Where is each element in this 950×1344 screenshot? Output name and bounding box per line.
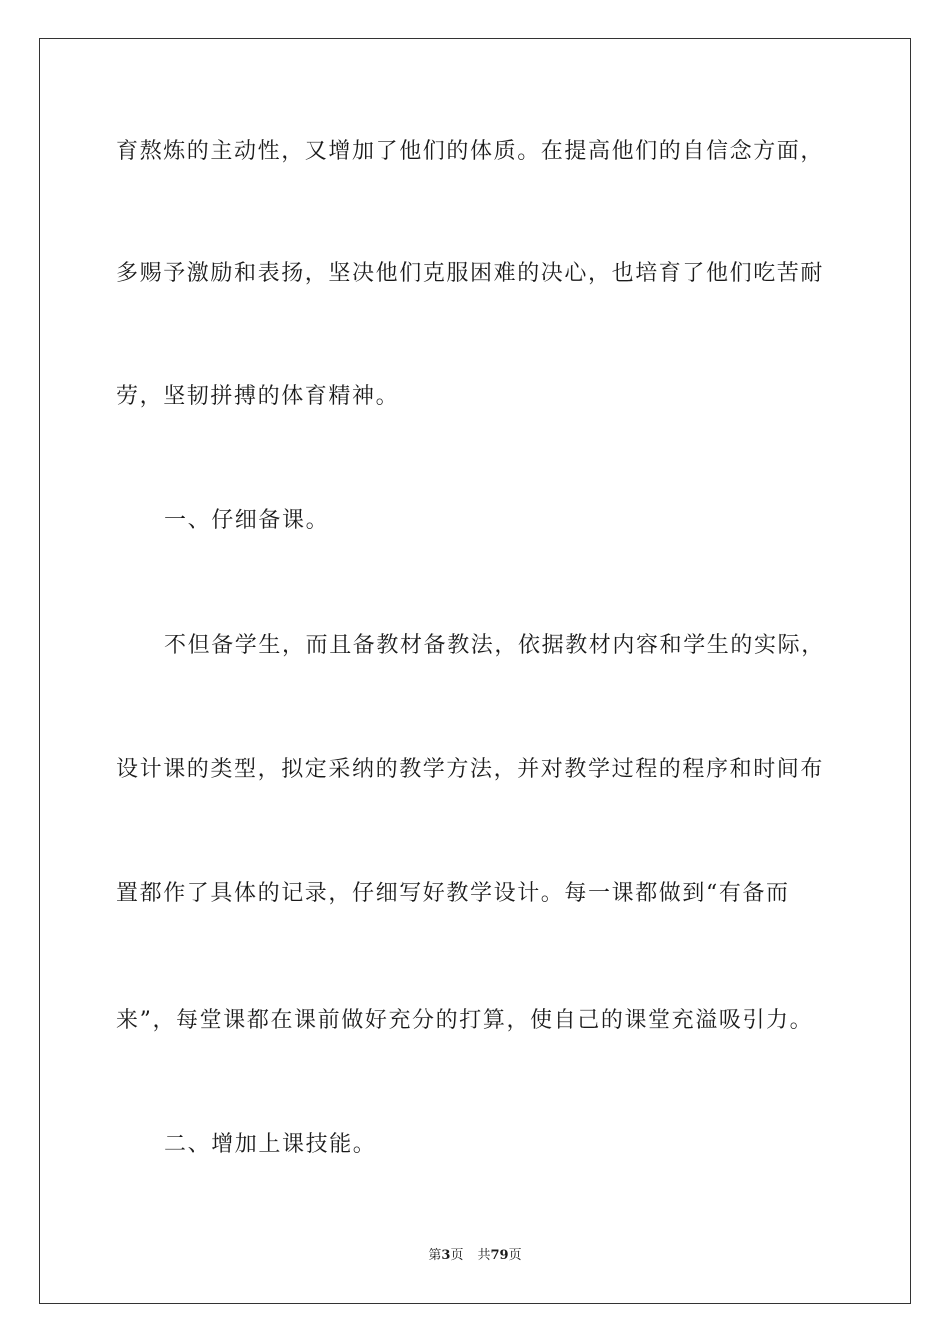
total-pages: 79 [490, 1248, 509, 1263]
text-line-3: 劳，坚韧拼搏的体育精神。 [116, 384, 400, 409]
text-line-2: 多赐予激励和表扬，坚决他们克服困难的决心，也培育了他们吃苦耐 [116, 261, 825, 286]
page-prefix: 第 [428, 1248, 442, 1263]
text-line-6: 设计课的类型，拟定采纳的教学方法，并对教学过程的程序和时间布 [116, 757, 825, 782]
section-heading-2: 二、增加上课技能。 [164, 1132, 377, 1157]
page-suffix: 页 [450, 1248, 464, 1263]
section-heading-1: 一、仔细备课。 [164, 508, 330, 533]
page-number: 3 [441, 1248, 451, 1263]
text-line-7: 置都作了具体的记录，仔细写好教学设计。每一课都做到“有备而 [116, 881, 790, 906]
text-line-1: 育熬炼的主动性，又增加了他们的体质。在提高他们的自信念方面， [116, 139, 825, 164]
text-line-8: 来”，每堂课都在课前做好充分的打算，使自己的课堂充溢吸引力。 [116, 1008, 814, 1033]
text-line-5: 不但备学生，而且备教材备教法，依据教材内容和学生的实际， [164, 633, 825, 658]
page-frame [39, 38, 911, 1304]
total-prefix: 共 [477, 1248, 491, 1263]
total-suffix: 页 [508, 1248, 522, 1263]
page-footer [0, 1247, 950, 1265]
